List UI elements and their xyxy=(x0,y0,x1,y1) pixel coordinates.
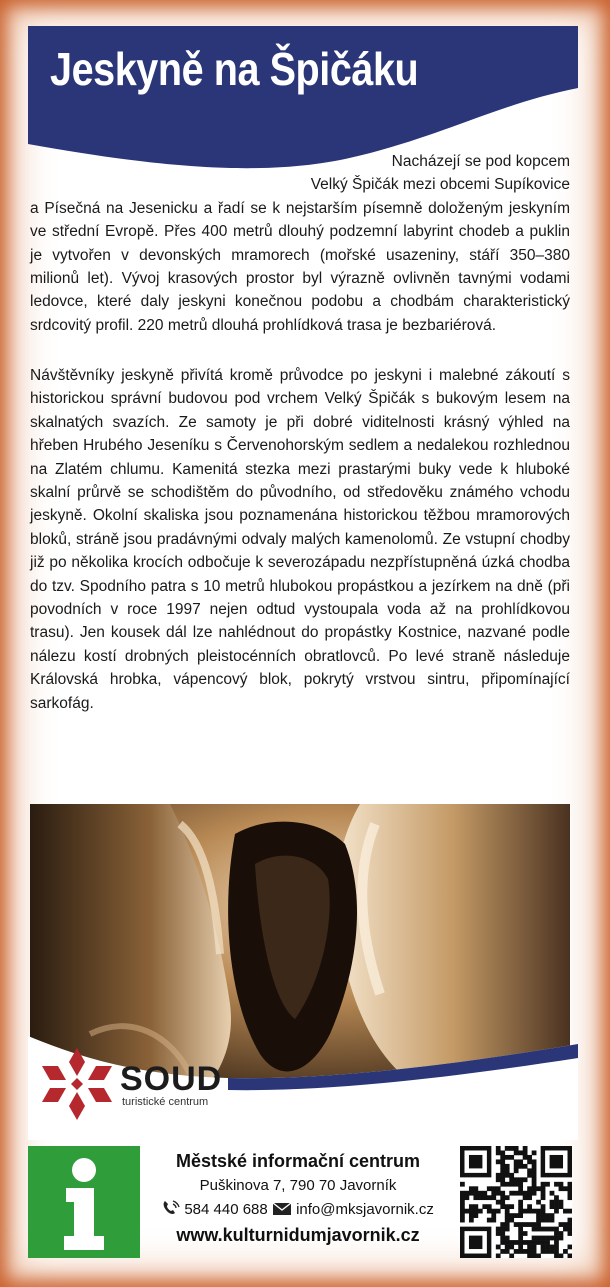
page-title: Jeskyně na Špičáku xyxy=(50,43,419,95)
contact-address: Puškinova 7, 790 70 Javorník xyxy=(199,1177,397,1194)
intro-line-1: Nacházejí se pod kopcem xyxy=(391,153,570,170)
soud-logo-text: SOUD xyxy=(120,1060,223,1098)
info-i-icon xyxy=(28,1146,140,1258)
intro-line-2: Velký Špičák mezi obcemi Supíkovice xyxy=(310,176,570,194)
soud-star-logo-icon xyxy=(40,1046,114,1122)
second-paragraph xyxy=(30,364,570,715)
second-paragraph-text: Návštěvníky jeskyně přivítá kromě průvodce po jeskyni i malebné zákoutí s historickou správní budovou pod vrchem Velký Špičák s bukovým lesem na skalnatých svazích. Ze samoty je při dobré viditelnosti krásný výhled na hřeben Hrubého Jeseníku s Červenohorským sedlem a nedalekou rozhlednou na Zlatém chlumu. Kamenitá stezka mezi prastarými buky vede k hluboké skalní průrvě se schodištěm do původního, od středověku známého vchodu jeskyně. Okolní skaliska jsou poznamenána historickou těžbou mramorových bloků, stráně jsou pradávnými odvaly malých kamenolomů. Ze vstupní chodby již po několika krocích odbočuje k severozápadu nezpřístupněná úzká chodba do tzv. Spodního patra s 10 metrů hlubokou propástkou a jezírkem na dně (při povodních v roce 1997 nejen odtud vystoupala voda až na prohlídkovou trasu). Jen kousek dál lze nahlédnout do propástky Kostnice, nazvané podle nálezu kostí drobných pleistocénních obratlovců. Po levé straně následuje Královská hrobka, vápencový blok, pokrytý vrstvou sintru, připomínající sarkofág. xyxy=(30,367,570,712)
qr-code xyxy=(460,1146,572,1258)
phone-icon xyxy=(162,1200,180,1216)
contact-block xyxy=(148,1148,448,1248)
contact-website[interactable]: www.kulturnidumjavornik.cz xyxy=(176,1225,420,1245)
email-icon xyxy=(272,1202,292,1216)
intro-paragraph xyxy=(30,150,570,337)
contact-phone[interactable]: 584 440 688 xyxy=(184,1201,268,1218)
intro-body: a Písečná na Jesenicku a řadí se k nejstarším písemně doloženým jeskyním ve střední Evropě. Přes 400 metrů dlouhý podzemní labyrint chodeb a puklin je vytvořen v devonských mramorech (mořské usazeniny, stáří 350–380 milionů let). Vývoj krasových prostor byl výrazně ovlivněn tavnými vodami ledovce, které daly jeskyni konečnou podobu a chodbám charakteristický srdcovitý profil. 220 metrů dlouhá prohlídková trasa je bezbariérová. xyxy=(30,199,570,334)
soud-logo-subtitle: turistické centrum xyxy=(122,1096,209,1108)
contact-email[interactable]: info@mksjavornik.cz xyxy=(296,1201,434,1218)
qr-code-icon xyxy=(460,1146,572,1258)
contact-row xyxy=(148,1198,448,1222)
info-box xyxy=(28,1146,140,1258)
contact-title: Městské informační centrum xyxy=(175,1151,421,1171)
